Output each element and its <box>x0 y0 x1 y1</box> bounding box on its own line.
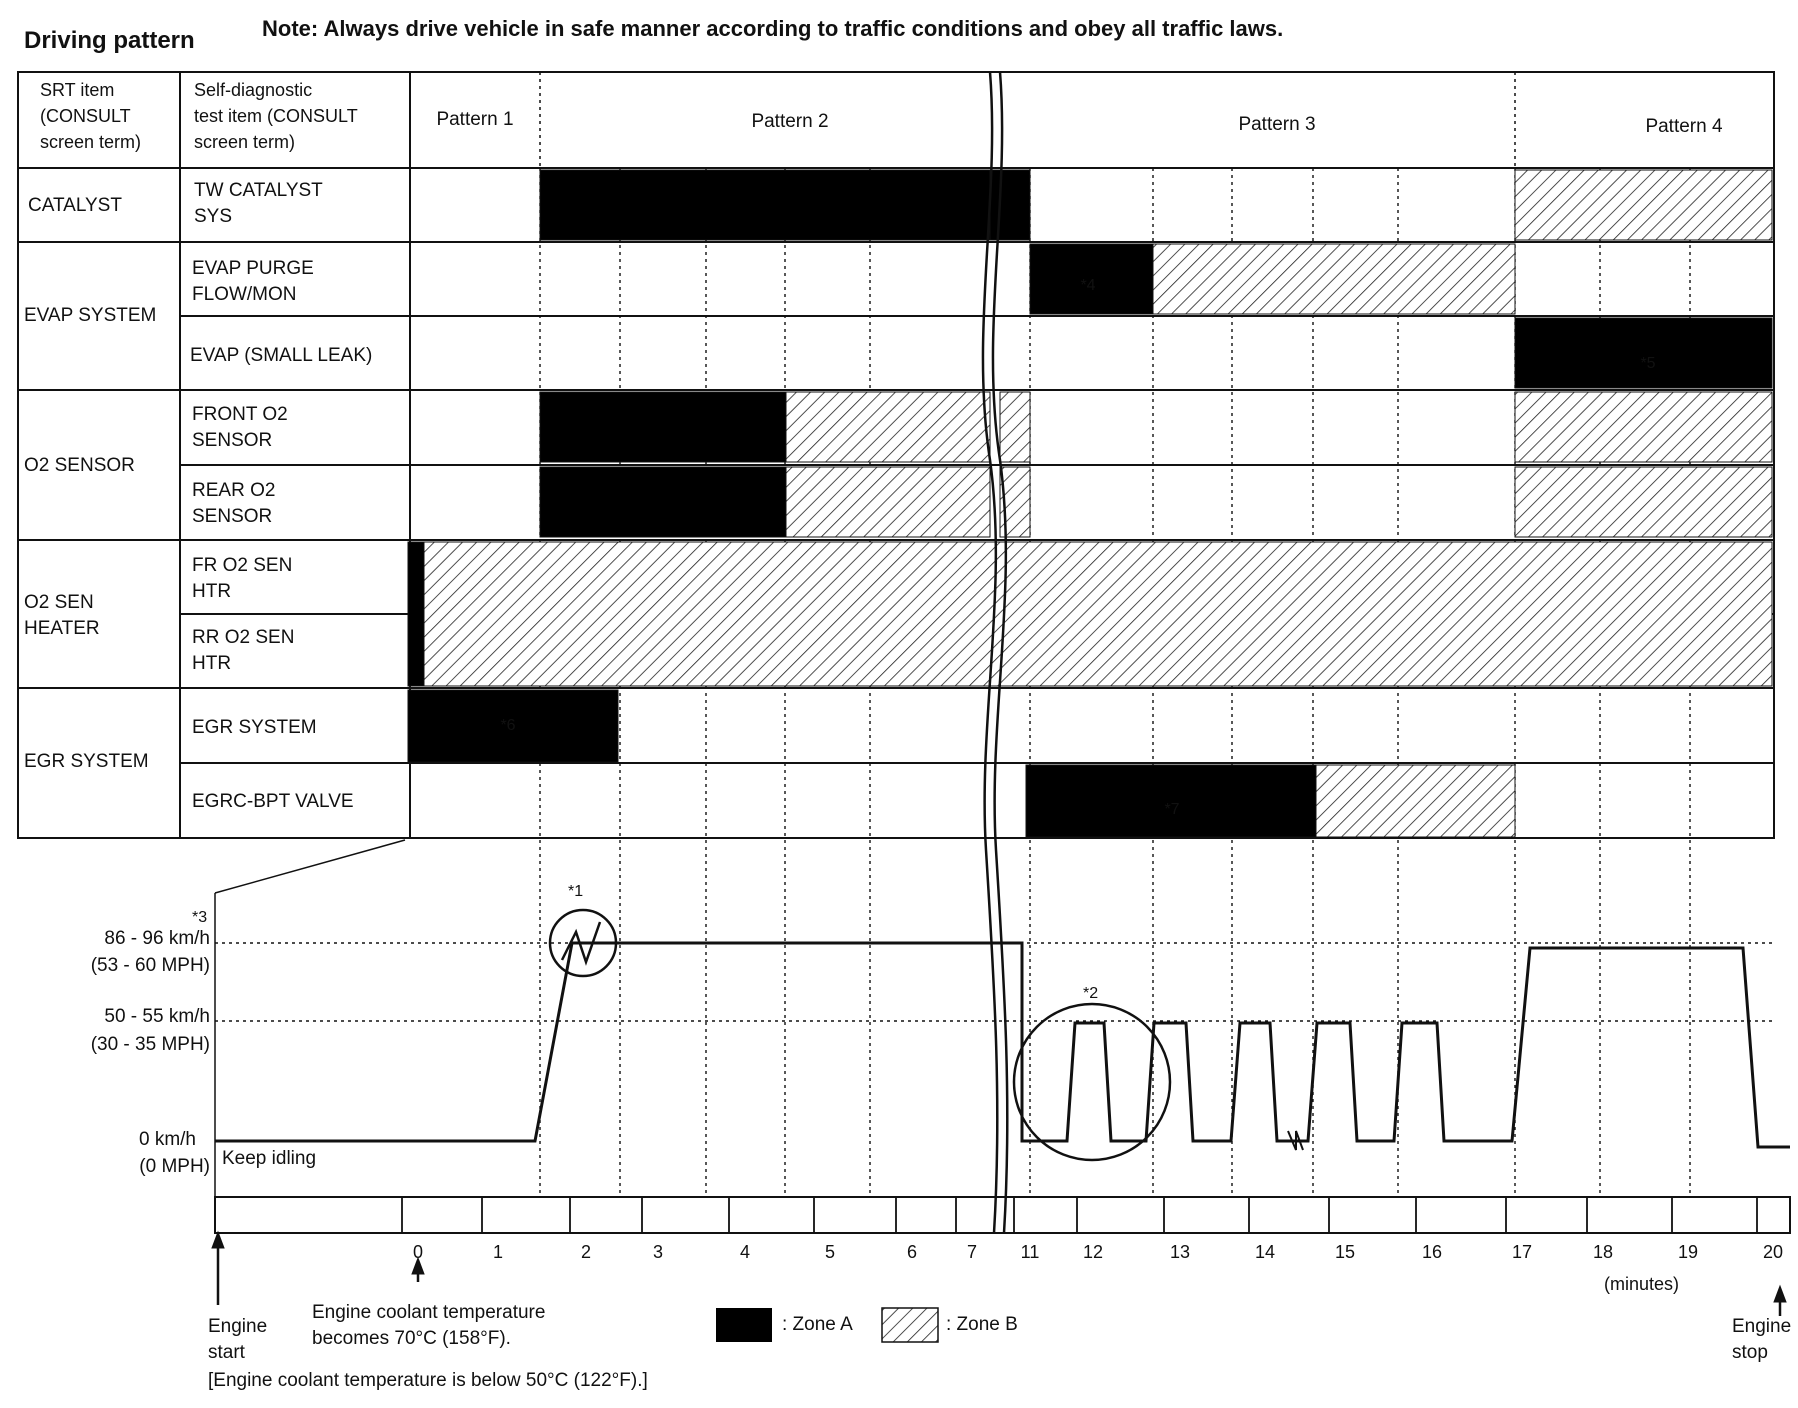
note-marker-1: *1 <box>568 883 584 900</box>
axis-tick-label: 20 <box>1762 1242 1784 1262</box>
item-evap-purge-line1: EVAP PURGE <box>192 258 314 279</box>
zone-b-label: : Zone B <box>946 1314 1018 1335</box>
axis-tick-label: 0 <box>412 1242 424 1262</box>
zone-bar <box>1515 318 1772 388</box>
axis-tick-label: 13 <box>1169 1242 1191 1262</box>
header-test-line1: Self-diagnostic <box>194 80 313 100</box>
pattern-4-label: Pattern 4 <box>1645 116 1723 137</box>
header-test-line3: screen term) <box>194 132 296 152</box>
zone-bar <box>540 392 786 462</box>
zone-bar <box>1000 392 1030 462</box>
engine-stop-line2: stop <box>1732 1342 1768 1363</box>
zone-bars <box>408 170 1772 837</box>
axis-tick-label: 16 <box>1421 1242 1443 1262</box>
item-evap-purge-line2: FLOW/MON <box>192 284 297 305</box>
engine-start-line2: start <box>208 1342 245 1363</box>
pattern-3-label: Pattern 3 <box>1238 114 1316 135</box>
axis-tick-label: 12 <box>1082 1242 1104 1262</box>
group-evap-system: EVAP SYSTEM <box>24 305 157 326</box>
zone-bar <box>990 170 1030 240</box>
note-marker-2: *2 <box>1083 985 1099 1002</box>
coolant-note-line1: Engine coolant temperature <box>312 1302 546 1323</box>
zone-bar <box>424 542 1772 686</box>
zone-b-swatch <box>882 1308 938 1342</box>
axis-tick-label: 14 <box>1254 1242 1276 1262</box>
zone-bar <box>540 467 786 537</box>
speed-mid-kmh: 50 - 55 km/h <box>104 1006 210 1027</box>
engine-start-line1: Engine <box>208 1316 268 1337</box>
axis-tick-label: 11 <box>1020 1242 1040 1262</box>
item-rr-o2-htr-line2: HTR <box>192 653 232 674</box>
axis-tick-label: 17 <box>1511 1242 1533 1262</box>
axis-tick-label: 1 <box>492 1242 504 1262</box>
axis-tick-label: 2 <box>580 1242 592 1262</box>
zone-bar <box>1515 170 1772 240</box>
header-srt-line3: screen term) <box>40 132 142 152</box>
axis-tick-label: 4 <box>739 1242 751 1262</box>
item-egr-system: EGR SYSTEM <box>192 717 317 738</box>
pattern-1-label: Pattern 1 <box>436 109 514 130</box>
zone-bar <box>540 170 990 240</box>
zone-bar <box>1515 392 1772 462</box>
note-marker-6: *6 <box>500 717 516 734</box>
keep-idling-label: Keep idling <box>222 1148 317 1169</box>
safety-note: Note: Always drive vehicle in safe manner according to traffic conditions and obey all traffic laws. <box>262 16 1284 41</box>
engine-stop-line1: Engine <box>1732 1316 1792 1337</box>
group-catalyst: CATALYST <box>28 195 122 216</box>
coolant-below-note: [Engine coolant temperature is below 50°C (122°F).] <box>208 1370 648 1391</box>
axis-tick-label: 19 <box>1677 1242 1699 1262</box>
speed-zero-mph: (0 MPH) <box>139 1156 210 1177</box>
group-o2-sen-heater-line2: HEATER <box>24 618 100 639</box>
coolant-note-line2: becomes 70°C (158°F). <box>312 1328 511 1349</box>
header-srt-line2: (CONSULT <box>40 106 131 126</box>
zone-bar <box>408 542 424 686</box>
item-fr-o2-htr-line2: HTR <box>192 581 232 602</box>
speed-high-mph: (53 - 60 MPH) <box>90 955 210 976</box>
group-egr-system: EGR SYSTEM <box>24 751 149 772</box>
speed-zero-kmh: 0 km/h <box>138 1129 196 1150</box>
header-srt-line1: SRT item <box>40 80 115 100</box>
note-marker-5: *5 <box>1640 355 1656 372</box>
header-test-line2: test item (CONSULT <box>194 106 358 126</box>
group-o2-sensor: O2 SENSOR <box>24 455 135 476</box>
axis-tick-label: 5 <box>824 1242 836 1262</box>
pattern-2-label: Pattern 2 <box>751 111 829 132</box>
item-rear-o2-line1: REAR O2 <box>192 480 276 501</box>
zone-bar <box>1153 244 1515 314</box>
time-axis <box>402 1197 1783 1262</box>
minutes-unit: (minutes) <box>1604 1274 1680 1294</box>
item-egrc-bpt-valve: EGRC-BPT VALVE <box>192 791 354 812</box>
axis-tick-label: 18 <box>1592 1242 1614 1262</box>
item-rear-o2-line2: SENSOR <box>192 506 273 527</box>
speed-mid-mph: (30 - 35 MPH) <box>90 1034 210 1055</box>
zone-bar <box>1316 765 1515 837</box>
diagram-title: Driving pattern <box>24 27 195 54</box>
item-tw-catalyst-line1: TW CATALYST <box>194 180 323 201</box>
item-fr-o2-htr-line1: FR O2 SEN <box>192 555 293 576</box>
item-tw-catalyst-line2: SYS <box>194 206 233 227</box>
zone-bar <box>1515 467 1772 537</box>
group-o2-sen-heater-line1: O2 SEN <box>24 592 94 613</box>
item-front-o2-line2: SENSOR <box>192 430 273 451</box>
zone-bar <box>786 392 990 462</box>
axis-tick-label: 15 <box>1334 1242 1356 1262</box>
item-evap-small-leak: EVAP (SMALL LEAK) <box>190 345 373 366</box>
note-marker-3: *3 <box>192 909 208 926</box>
item-rr-o2-htr-line1: RR O2 SEN <box>192 627 295 648</box>
item-front-o2-line1: FRONT O2 <box>192 404 288 425</box>
axis-tick-label: 3 <box>652 1242 664 1262</box>
speed-high-kmh: 86 - 96 km/h <box>104 928 210 949</box>
zone-a-swatch <box>716 1308 772 1342</box>
zone-bar <box>786 467 990 537</box>
axis-tick-label: 6 <box>906 1242 918 1262</box>
zone-a-label: : Zone A <box>782 1314 853 1335</box>
note-marker-7: *7 <box>1164 801 1180 818</box>
note-marker-4: *4 <box>1080 277 1096 294</box>
axis-tick-label: 7 <box>966 1242 978 1262</box>
